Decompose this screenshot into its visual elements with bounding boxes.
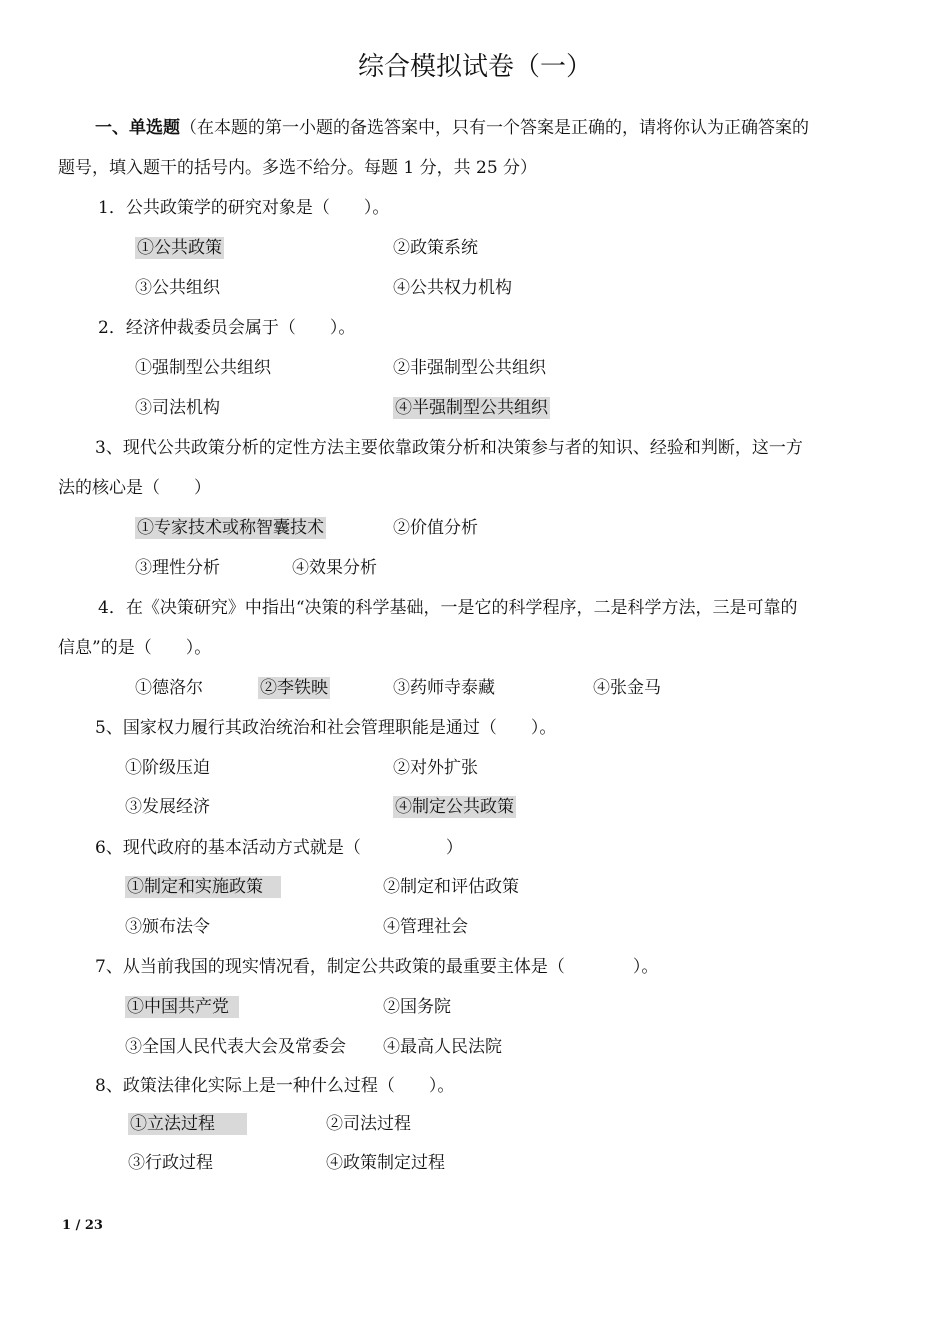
question-3-option-2: ②价值分析 — [393, 518, 478, 538]
question-4-option-3: ③药师寺泰藏 — [393, 678, 495, 698]
section-heading — [95, 117, 809, 139]
question-4-option-2 — [258, 677, 330, 699]
question-6-option-2: ②制定和评估政策 — [383, 877, 519, 897]
question-4-stem: 4．在《决策研究》中指出“决策的科学基础，一是它的科学程序，二是科学方法，三是可靠的 — [98, 598, 798, 618]
section-label: 一、单选题 — [95, 118, 180, 138]
question-3-option-4: ④效果分析 — [292, 558, 377, 578]
question-7-option-2: ②国务院 — [383, 997, 451, 1017]
answer-highlight: ①中国共产党 — [125, 996, 239, 1018]
question-5-option-3: ③发展经济 — [125, 797, 210, 817]
question-1-option-1 — [135, 237, 224, 259]
question-1-option-4: ④公共权力机构 — [393, 278, 512, 298]
question-7-stem: 7、从当前我国的现实情况看，制定公共政策的最重要主体是（ ）。 — [95, 957, 659, 977]
question-2-option-4 — [393, 397, 550, 419]
question-8-option-2: ②司法过程 — [326, 1114, 411, 1134]
question-3-stem: 3、现代公共政策分析的定性方法主要依靠政策分析和决策参与者的知识、经验和判断，这一方 — [95, 438, 803, 458]
answer-highlight: ④半强制型公共组织 — [395, 398, 548, 418]
question-4-option-4: ④张金马 — [593, 678, 661, 698]
answer-highlight: ①公共政策 — [137, 238, 222, 258]
answer-highlight: ②李铁映 — [260, 678, 328, 698]
question-3-option-1 — [135, 517, 326, 539]
question-1-option-3: ③公共组织 — [135, 278, 220, 298]
question-6-option-1 — [125, 876, 281, 898]
question-2-option-1: ①强制型公共组织 — [135, 358, 271, 378]
question-6-option-3: ③颁布法令 — [125, 917, 210, 937]
question-3-option-3: ③理性分析 — [135, 558, 220, 578]
question-8-option-1 — [128, 1113, 247, 1135]
question-7-option-4: ④最高人民法院 — [383, 1037, 502, 1057]
answer-highlight: ④制定公共政策 — [395, 797, 514, 817]
question-5-option-1: ①阶级压迫 — [125, 758, 210, 778]
page-number: 1 / 23 — [62, 1218, 103, 1233]
question-5-option-4 — [393, 796, 516, 818]
question-5-stem: 5、国家权力履行其政治统治和社会管理职能是通过（ ）。 — [95, 718, 557, 738]
answer-highlight: ①立法过程 — [128, 1113, 247, 1135]
question-2-option-3: ③司法机构 — [135, 398, 220, 418]
question-6-stem: 6、现代政府的基本活动方式就是（ ） — [95, 838, 463, 858]
question-8-option-3: ③行政过程 — [128, 1153, 213, 1173]
section-instruction: （在本题的第一小题的备选答案中，只有一个答案是正确的，请将你认为正确答案的 — [180, 118, 809, 138]
question-2-option-2: ②非强制型公共组织 — [393, 358, 546, 378]
question-7-option-1 — [125, 996, 239, 1018]
question-3-stem-cont: 法的核心是（ ） — [58, 478, 211, 498]
question-8-option-4: ④政策制定过程 — [326, 1153, 445, 1173]
question-8-stem: 8、政策法律化实际上是一种什么过程（ ）。 — [95, 1076, 455, 1096]
question-1-stem: 1．公共政策学的研究对象是（ ）。 — [98, 198, 390, 218]
question-4-stem-cont: 信息”的是（ ）。 — [58, 638, 212, 658]
question-4-option-1: ①德洛尔 — [135, 678, 203, 698]
question-1-option-2: ②政策系统 — [393, 238, 478, 258]
question-2-stem: 2．经济仲裁委员会属于（ ）。 — [98, 318, 356, 338]
question-5-option-2: ②对外扩张 — [393, 758, 478, 778]
answer-highlight: ①专家技术或称智囊技术 — [137, 518, 324, 538]
question-7-option-3: ③全国人民代表大会及常委会 — [125, 1037, 346, 1057]
page-title: 综合模拟试卷（一） — [357, 52, 592, 82]
section-instruction-cont: 题号，填入题干的括号内。多选不给分。每题 1 分，共 25 分） — [58, 158, 538, 178]
answer-highlight: ①制定和实施政策 — [125, 876, 281, 898]
question-6-option-4: ④管理社会 — [383, 917, 468, 937]
